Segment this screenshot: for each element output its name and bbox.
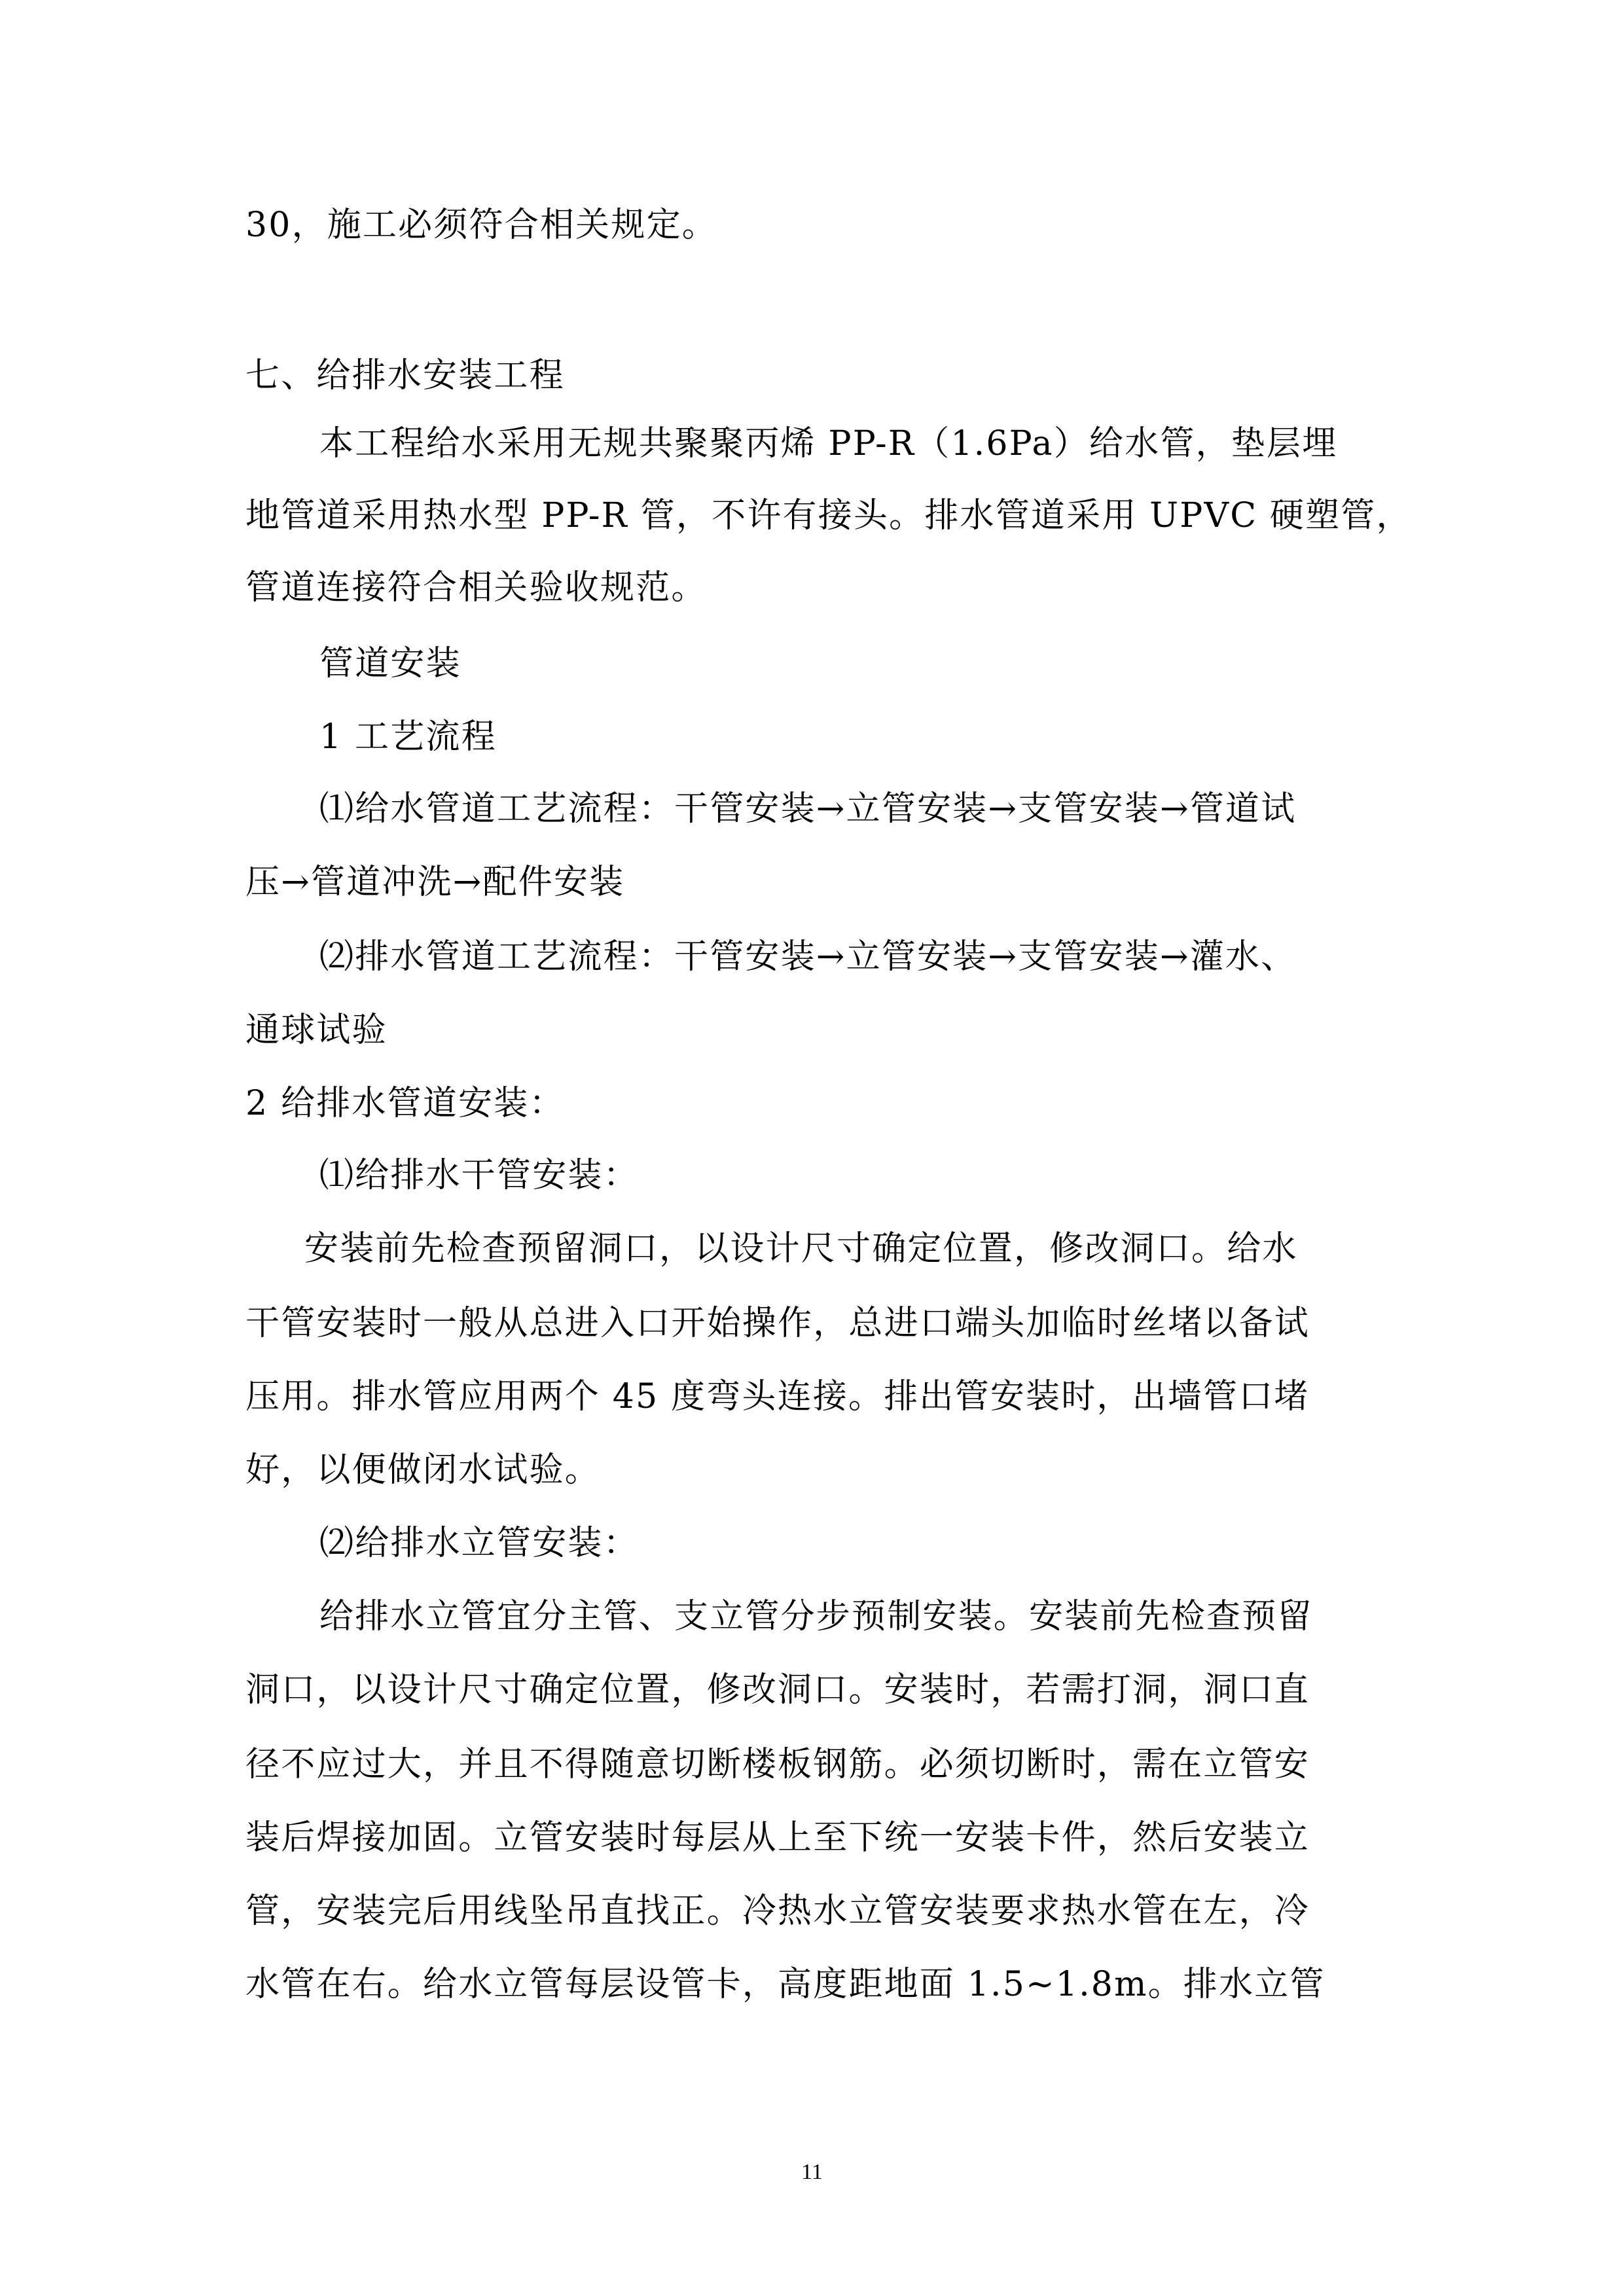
- text-line: 通球试验: [245, 1011, 388, 1050]
- text-line: 压→管道冲洗→配件安装: [245, 863, 625, 902]
- text-line: 径不应过大，并且不得随意切断楼板钢筋。必须切断时，需在立管安: [245, 1745, 1310, 1784]
- text-line: 干管安装时一般从总进入口开始操作，总进口端头加临时丝堵以备试: [245, 1304, 1310, 1343]
- text-line: ⑵排水管道工艺流程：干管安装→立管安装→支管安装→灌水、: [319, 937, 1297, 977]
- section-heading: 七、给排水安装工程: [245, 356, 565, 395]
- subheading: ⑵给排水立管安装：: [319, 1524, 639, 1563]
- text-line: 安装前先检查预留洞口，以设计尺寸确定位置，修改洞口。给水: [304, 1229, 1298, 1268]
- text-line: 本工程给水采用无规共聚聚丙烯 PP-R（1.6Pa）给水管，垫层埋: [319, 424, 1338, 463]
- text-line: 水管在右。给水立管每层设管卡，高度距地面 1.5~1.8m。排水立管: [245, 1965, 1326, 2004]
- text-line: 装后焊接加固。立管安装时每层从上至下统一安装卡件，然后安装立: [245, 1818, 1310, 1857]
- text-line: 洞口，以设计尺寸确定位置，修改洞口。安装时，若需打洞，洞口直: [245, 1670, 1310, 1710]
- text-line: 管，安装完后用线坠吊直找正。冷热水立管安装要求热水管在左，冷: [245, 1892, 1310, 1931]
- text-line: 给排水立管宜分主管、支立管分步预制安装。安装前先检查预留: [319, 1597, 1313, 1636]
- subheading: 2 给排水管道安装：: [245, 1084, 565, 1123]
- subheading: 1 工艺流程: [319, 717, 497, 757]
- text-line: 好，以便做闭水试验。: [245, 1450, 601, 1490]
- text-line: 地管道采用热水型 PP-R 管，不许有接头。排水管道采用 UPVC 硬塑管，: [245, 496, 1412, 535]
- text-line: 管道连接符合相关验收规范。: [245, 568, 707, 607]
- subheading: ⑴给排水干管安装：: [319, 1156, 639, 1195]
- text-line: 压用。排水管应用两个 45 度弯头连接。排出管安装时，出墙管口堵: [245, 1377, 1310, 1416]
- text-line: 30，施工必须符合相关规定。: [245, 206, 717, 245]
- page-number: 11: [801, 2160, 823, 2184]
- text-line: ⑴给水管道工艺流程：干管安装→立管安装→支管安装→管道试: [319, 789, 1297, 829]
- subheading: 管道安装: [319, 644, 461, 683]
